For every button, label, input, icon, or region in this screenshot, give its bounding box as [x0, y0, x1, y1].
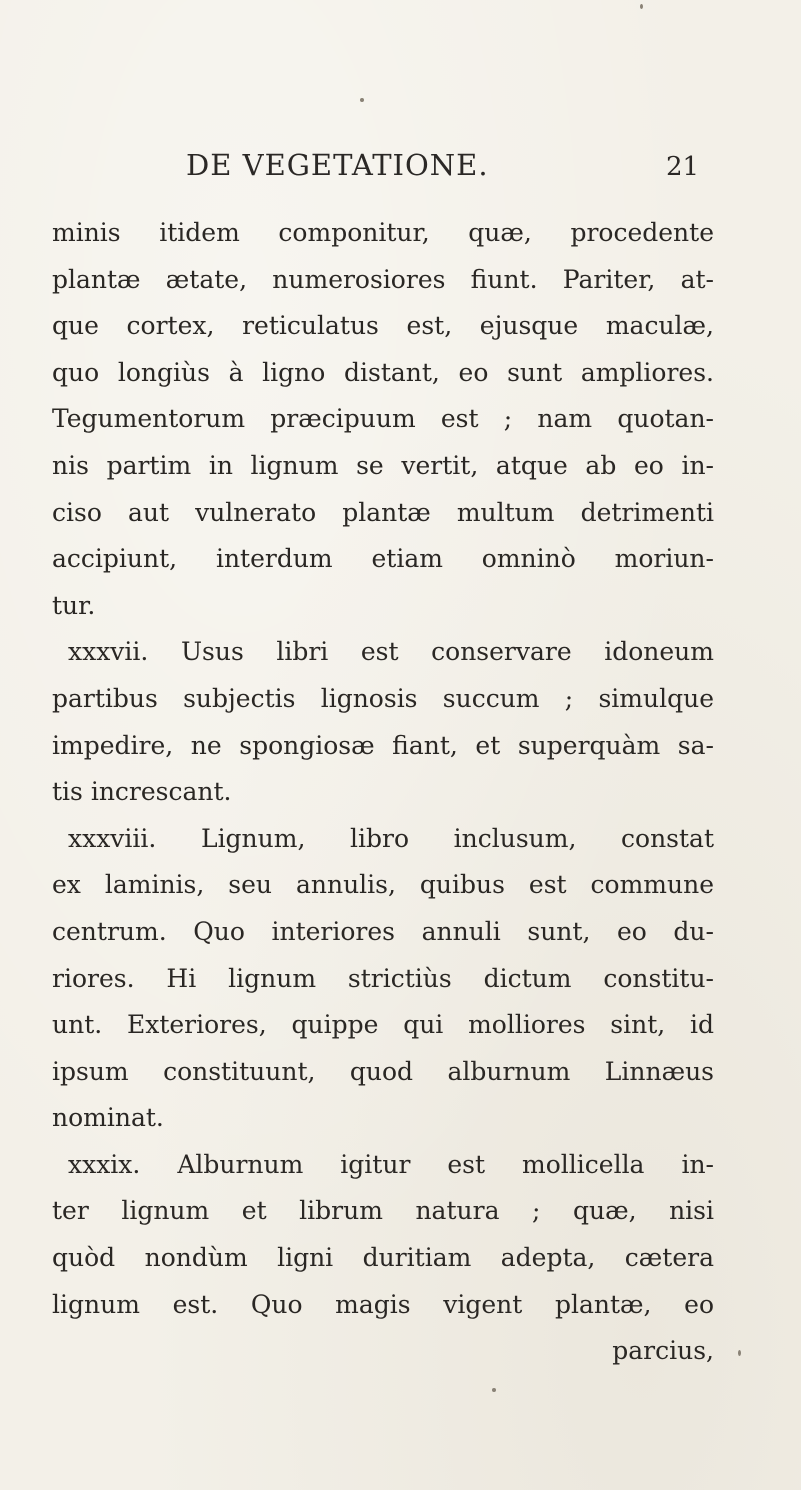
text-line: centrum. Quo interiores annuli sunt, eo du- — [52, 916, 714, 946]
text-line: ciso aut vulnerato plantæ multum detrimenti — [52, 497, 714, 527]
text-line: ter lignum et librum natura ; quæ, nisi — [52, 1196, 714, 1226]
text-line: ex laminis, seu annulis, quibus est commune — [52, 870, 714, 900]
text-line: partibus subjectis lignosis succum ; simulque — [52, 683, 714, 713]
text-line: Tegumentorum præcipuum est ; nam quotan- — [52, 404, 714, 434]
body-text — [52, 210, 714, 1375]
text-line: nominat. — [52, 1103, 164, 1133]
catchword: parcius, — [612, 1336, 714, 1366]
text-line: tis increscant. — [52, 777, 232, 807]
page-number: 21 — [666, 152, 700, 182]
running-title: DE VEGETATIONE. — [186, 148, 489, 182]
paragraph-start-xxxix: xxxix. Alburnum igitur est mollicella in- — [68, 1149, 714, 1179]
text-line: accipiunt, interdum etiam omninò moriun- — [52, 544, 714, 574]
text-line: unt. Exteriores, quippe qui molliores sint, id — [52, 1010, 714, 1040]
text-line: riores. Hi lignum strictiùs dictum constitu- — [52, 963, 714, 993]
text-line: tur. — [52, 590, 96, 620]
scan-speck — [492, 1388, 496, 1392]
text-line: quòd nondùm ligni duritiam adepta, cætera — [52, 1243, 714, 1273]
text-line: minis itidem componitur, quæ, procedente — [52, 218, 714, 247]
text-line: que cortex, reticulatus est, ejusque maculæ, — [52, 311, 714, 341]
text-line: impedire, ne spongiosæ fiant, et superquàm sa- — [52, 730, 714, 760]
page-header — [0, 148, 801, 192]
paragraph-start-xxxvii: xxxvii. Usus libri est conservare idoneum — [68, 637, 714, 667]
scan-speck — [738, 1350, 741, 1356]
text-line: plantæ ætate, numerosiores fiunt. Pariter, at- — [52, 264, 714, 294]
text-line: nis partim in lignum se vertit, atque ab eo in- — [52, 450, 714, 480]
text-line: ipsum constituunt, quod alburnum Linnæus — [52, 1056, 714, 1086]
paragraph-start-xxxviii: xxxviii. Lignum, libro inclusum, constat — [68, 823, 714, 853]
text-line: lignum est. Quo magis vigent plantæ, eo — [52, 1289, 714, 1319]
scan-speck — [360, 98, 364, 102]
scan-speck — [640, 4, 643, 9]
text-line: quo longiùs à ligno distant, eo sunt ampliores. — [52, 357, 714, 387]
